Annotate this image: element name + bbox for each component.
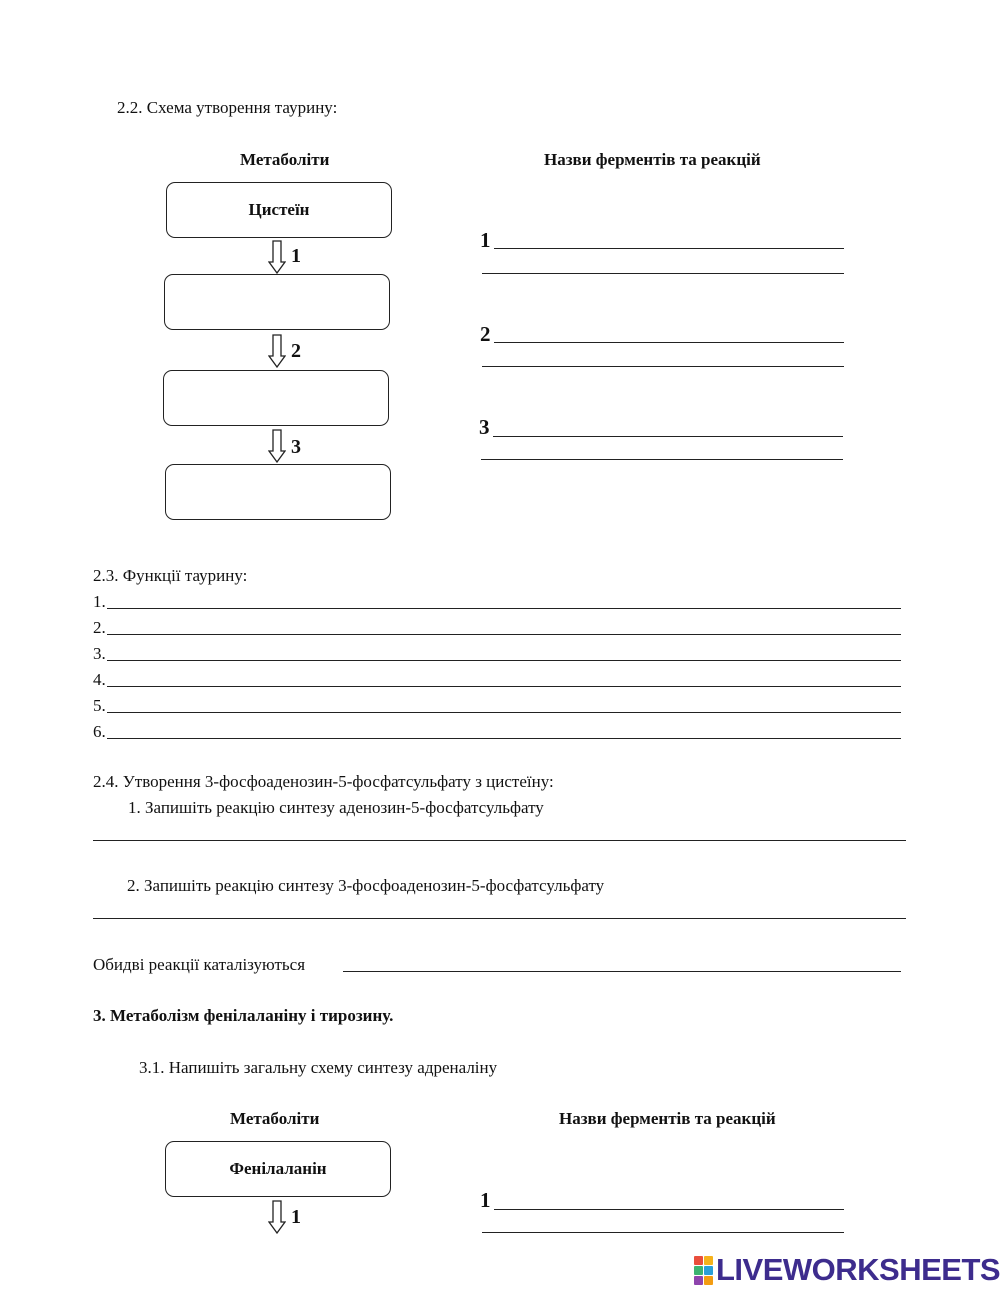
- metabolite-box-phenylalanine: [165, 1141, 391, 1197]
- down-arrow-icon: [268, 1200, 286, 1234]
- function-answer-line[interactable]: [107, 712, 901, 713]
- question-1: 1. Запишіть реакцію синтезу аденозин-5-фосфатсульфату: [128, 798, 544, 817]
- catalyst-answer-line[interactable]: [343, 971, 901, 972]
- metabolite-box-empty[interactable]: [165, 464, 391, 520]
- enzyme-number: 1: [480, 228, 491, 252]
- reaction-answer-line[interactable]: [93, 918, 906, 919]
- down-arrow-icon: [268, 240, 286, 274]
- section-3-title: 3. Метаболізм фенілаланіну і тирозину.: [93, 1006, 394, 1025]
- logo-mark-icon: [694, 1256, 713, 1285]
- step-number: 2: [291, 340, 301, 362]
- section-2-4-title: 2.4. Утворення 3-фосфоаденозин-5-фосфатсульфату з цистеїну:: [93, 772, 554, 791]
- liveworksheets-logo[interactable]: [694, 1252, 1000, 1288]
- function-item-number: 4.: [93, 670, 106, 689]
- enzyme-answer-line[interactable]: [482, 366, 844, 367]
- enzyme-answer-line[interactable]: [481, 459, 843, 460]
- enzyme-answer-line[interactable]: [494, 342, 844, 343]
- metabolite-box-empty[interactable]: [163, 370, 389, 426]
- metabolite-box-cysteine: [166, 182, 392, 238]
- catalyzed-label: Обидві реакції каталізуються: [93, 955, 306, 974]
- section-2-2-title: 2.2. Схема утворення таурину:: [117, 98, 338, 117]
- down-arrow-icon: [268, 429, 286, 463]
- function-item-number: 3.: [93, 644, 106, 663]
- reaction-answer-line[interactable]: [93, 840, 906, 841]
- metabolite-box-empty[interactable]: [164, 274, 390, 330]
- metabolites-header: Метаболіти: [240, 150, 330, 169]
- step-number: 3: [291, 436, 301, 458]
- enzyme-answer-line[interactable]: [482, 273, 844, 274]
- enzyme-answer-line[interactable]: [494, 248, 844, 249]
- function-answer-line[interactable]: [107, 660, 901, 661]
- enzyme-number: 3: [479, 415, 490, 439]
- question-2: 2. Запишіть реакцію синтезу 3-фосфоаденозин-5-фосфатсульфату: [127, 876, 605, 895]
- step-number: 1: [291, 245, 301, 267]
- section-2-3-title: 2.3. Функції таурину:: [93, 566, 248, 585]
- logo-text: LIVEWORKSHEETS: [716, 1252, 1000, 1287]
- step-number: 1: [291, 1206, 301, 1228]
- metabolite-label: Цистеїн: [248, 200, 310, 219]
- function-answer-line[interactable]: [107, 608, 901, 609]
- function-item-number: 6.: [93, 722, 106, 741]
- question-3-1: 3.1. Напишіть загальну схему синтезу адреналіну: [139, 1058, 498, 1077]
- enzyme-number: 2: [480, 322, 491, 346]
- function-item-number: 5.: [93, 696, 106, 715]
- enzyme-answer-line[interactable]: [494, 1209, 844, 1210]
- enzymes-header: Назви ферментів та реакцій: [544, 150, 761, 169]
- down-arrow-icon: [268, 334, 286, 368]
- function-answer-line[interactable]: [107, 686, 901, 687]
- enzyme-number: 1: [480, 1188, 491, 1212]
- enzymes-header: Назви ферментів та реакцій: [559, 1109, 776, 1128]
- enzyme-answer-line[interactable]: [482, 1232, 844, 1233]
- function-answer-line[interactable]: [107, 738, 901, 739]
- function-answer-line[interactable]: [107, 634, 901, 635]
- metabolite-label: Фенілаланін: [229, 1159, 327, 1178]
- enzyme-answer-line[interactable]: [493, 436, 843, 437]
- function-item-number: 2.: [93, 618, 106, 637]
- function-item-number: 1.: [93, 592, 106, 611]
- metabolites-header: Метаболіти: [230, 1109, 320, 1128]
